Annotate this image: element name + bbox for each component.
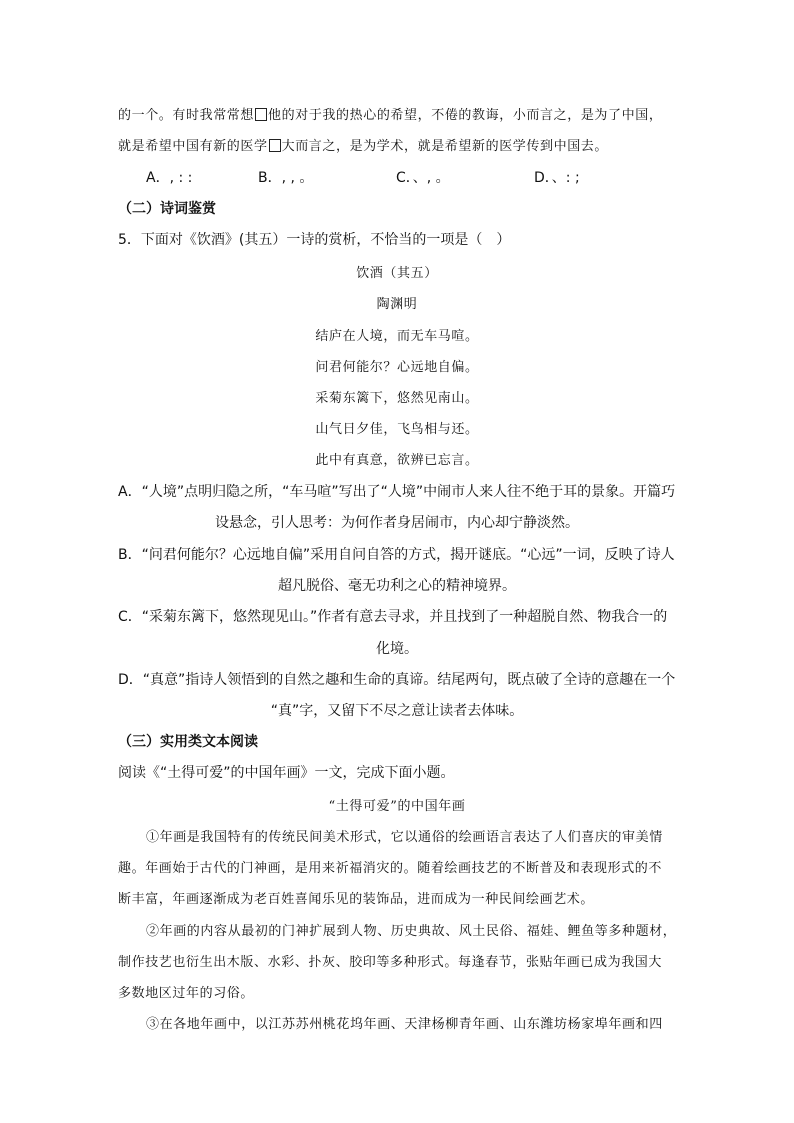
poem-line: 问君何能尔？心远地自偏。 — [315, 360, 479, 375]
choice-line: A．“人境”点明归隐之所，“车马喧”写出了“人境”中闹市人来人往不绝于耳的景象。开篇巧 — [118, 484, 676, 500]
choice-line: B．“问君何能尔？心远地自偏”采用自问自答的方式，揭开谜底。“心远”一词，反映了诗人 — [118, 547, 675, 563]
option-d: D．、: ; — [534, 170, 580, 186]
option-a: A．, : : — [146, 170, 193, 186]
blank-box — [269, 139, 281, 152]
text-segment: 他的对于我的热心的希望，不倦的教诲，小而言之，是为了中国， — [268, 108, 663, 123]
text-line — [118, 104, 662, 123]
blank-box — [255, 108, 267, 121]
poem-line: 采菊东篱下，悠然见南山。 — [315, 391, 479, 406]
paragraph-line: 趣。年画始于古代的门神画，是用来祈福消灾的。随着绘画技艺的不断普及和表现形式的不 — [118, 861, 663, 876]
article-title: “土得可爱”的中国年画 — [328, 799, 466, 814]
text-segment: 的一个。有时我常常想 — [118, 108, 255, 123]
poem-author: 陶渊明 — [376, 297, 418, 312]
paragraph-line: 制作技艺也衍生出木版、水彩、扑灰、胶印等多种形式。每逢春节，张贴年画已成为我国大 — [118, 955, 663, 970]
poem-line: 山气日夕佳，飞鸟相与还。 — [315, 422, 479, 437]
poem-title: 饮酒（其五） — [356, 266, 438, 281]
section-heading: （三）实用类文本阅读 — [118, 734, 258, 750]
text-line — [118, 135, 608, 154]
text-segment: 大而言之，是为学术，就是希望新的医学传到中国去。 — [281, 139, 609, 154]
option-b: B．, , 。 — [258, 170, 314, 186]
choice-line: D．“真意”指诗人领悟到的自然之趣和生命的真谛。结尾两句，既点破了全诗的意趣在一个 — [118, 672, 676, 688]
poem-line: 结庐在人境，而无车马喧。 — [315, 329, 479, 344]
paragraph-line: ③在各地年画中，以江苏苏州桃花坞年画、天津杨柳青年画、山东潍坊杨家埠年画和四 — [146, 1017, 663, 1032]
section-heading: （二）诗词鉴赏 — [118, 201, 216, 217]
text-segment: 就是希望中国有新的医学 — [118, 139, 268, 154]
paragraph-line: 多数地区过年的习俗。 — [118, 986, 255, 1001]
question: 5．下面对《饮酒》(其五）一诗的赏析，不恰当的一项是（ ） — [118, 232, 511, 248]
choice-line: 化境。 — [376, 641, 418, 657]
choice-line: C．“采菊东篱下，悠然现见山。”作者有意去寻求，并且找到了一种超脱自然、物我合一的 — [118, 609, 668, 625]
choice-line: 设悬念，引人思考：为何作者身居闹市，内心却宁静淡然。 — [215, 515, 579, 531]
choice-line: 超凡脱俗、毫无功利之心的精神境界。 — [278, 578, 516, 594]
option-c: C．、, 。 — [396, 170, 450, 186]
paragraph-line: ①年画是我国特有的传统民间美术形式，它以通俗的绘画语言表达了人们喜庆的审美情 — [146, 830, 663, 845]
choice-line: “真”字，又留下不尽之意让读者去体味。 — [270, 703, 524, 719]
intro: 阅读《“土得可爱”的中国年画》一文，完成下面小题。 — [118, 765, 455, 781]
poem-line: 此中有真意，欲辨已忘言。 — [315, 453, 479, 468]
paragraph-line: 断丰富，年画逐渐成为老百姓喜闻乐见的装饰品，进而成为一种民间绘画艺术。 — [118, 892, 595, 907]
paragraph-line: ②年画的内容从最初的门神扩展到人物、历史典故、风土民俗、福娃、鲤鱼等多种题材， — [146, 924, 677, 939]
